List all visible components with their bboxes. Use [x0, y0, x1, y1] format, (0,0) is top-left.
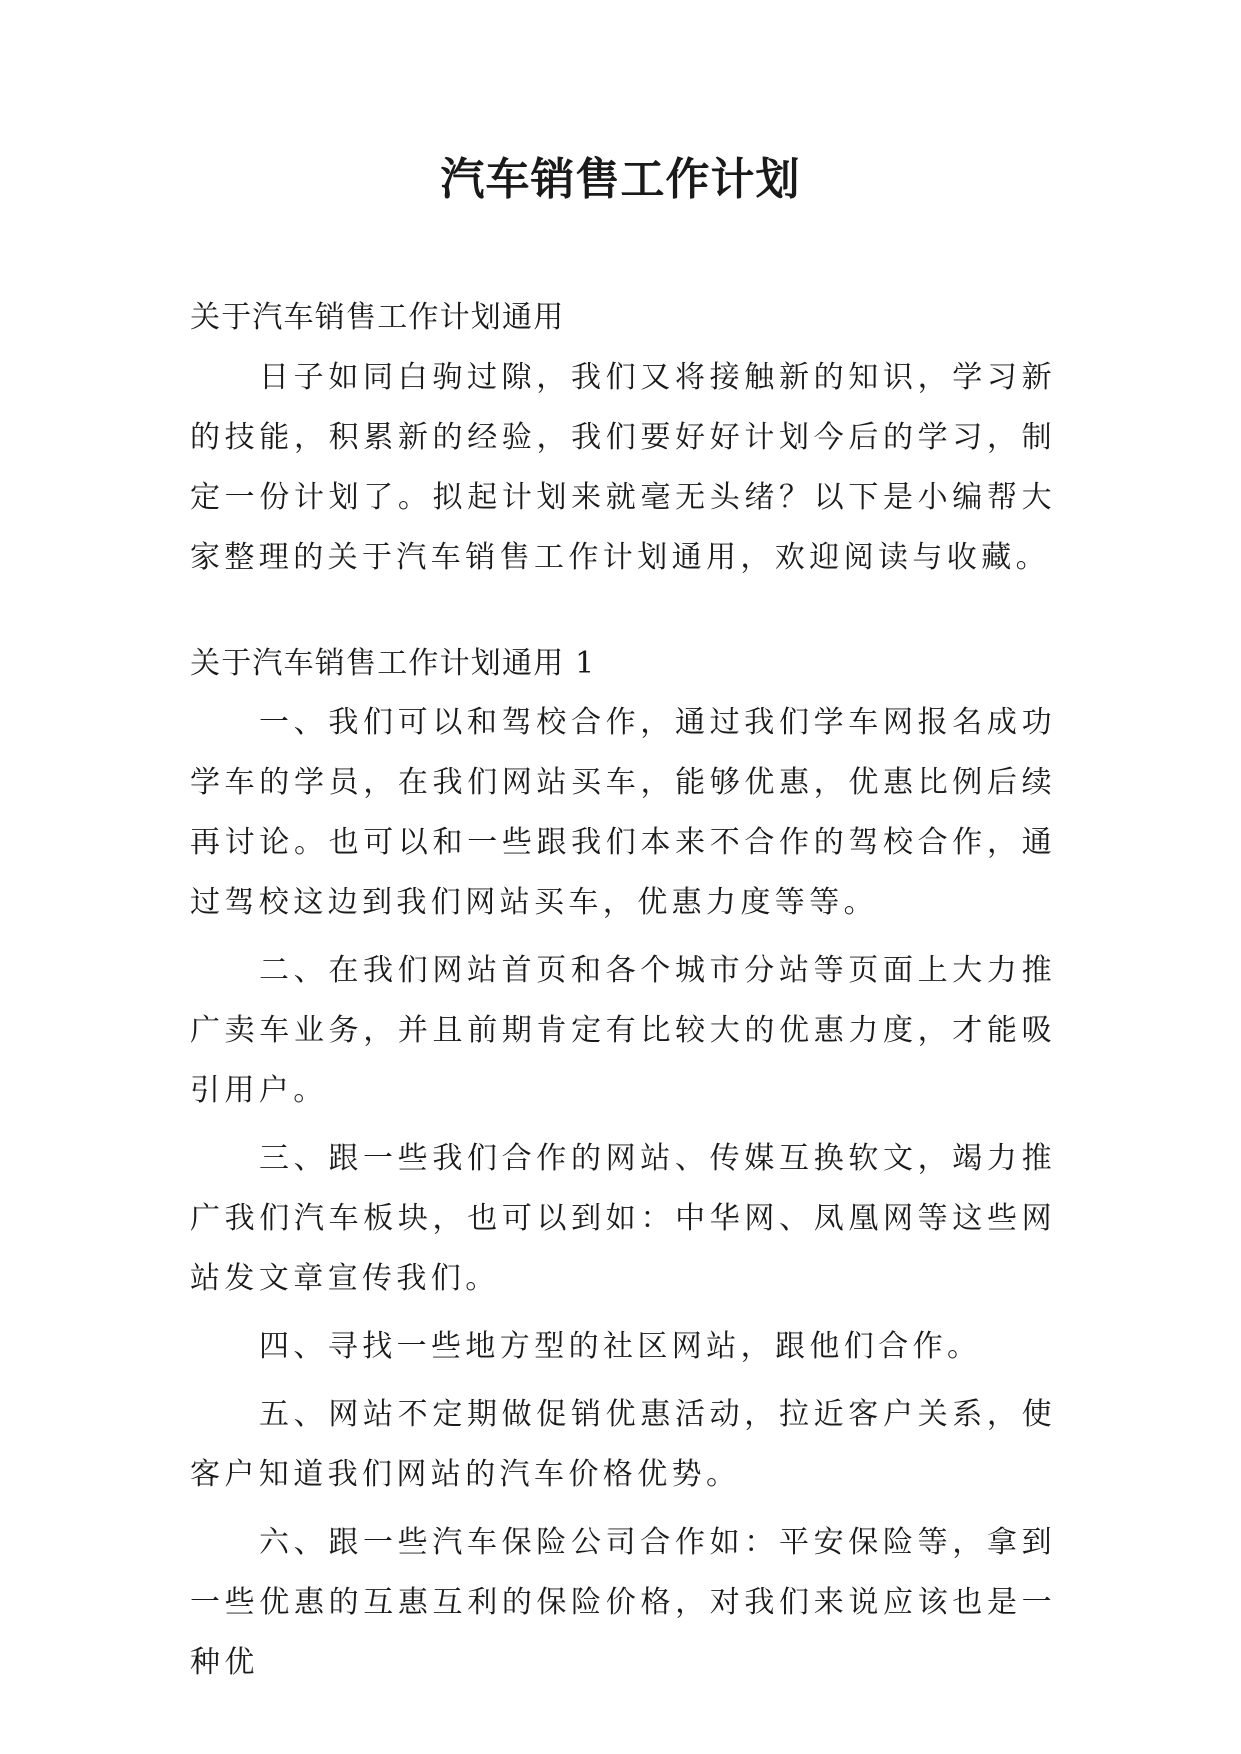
intro-paragraph: 日子如同白驹过隙，我们又将接触新的知识，学习新的技能，积累新的经验，我们要好好计划今后的学习，制定一份计划了。拟起计划来就毫无头绪？以下是小编帮大家整理的关于汽车销售工作计划通用，欢迎阅读与收藏。	[190, 360, 1056, 575]
plan-item-1: 一、我们可以和驾校合作，通过我们学车网报名成功学车的学员，在我们网站买车，能够优惠，优惠比例后续再讨论。也可以和一些跟我们本来不合作的驾校合作，通过驾校这边到我们网站买车，优惠力度等等。	[190, 705, 1056, 920]
plan-item-4: 四、寻找一些地方型的社区网站，跟他们合作。	[259, 1329, 982, 1364]
document-title: 汽车销售工作计划	[440, 154, 801, 205]
intro-heading: 关于汽车销售工作计划通用	[190, 300, 565, 335]
plan-item-6: 六、跟一些汽车保险公司合作如：平安保险等，拿到一些优惠的互惠互利的保险价格，对我们来说应该也是一种优	[190, 1525, 1056, 1680]
plan-item-5: 五、网站不定期做促销优惠活动，拉近客户关系，使客户知道我们网站的汽车价格优势。	[190, 1397, 1056, 1492]
plan-item-3: 三、跟一些我们合作的网站、传媒互换软文，竭力推广我们汽车板块，也可以到如：中华网、凤凰网等这些网站发文章宣传我们。	[190, 1141, 1056, 1296]
section-heading: 关于汽车销售工作计划通用 1	[190, 646, 596, 681]
section-body	[190, 693, 1056, 1701]
plan-item-2: 二、在我们网站首页和各个城市分站等页面上大力推广卖车业务，并且前期肯定有比较大的优惠力度，才能吸引用户。	[190, 953, 1056, 1108]
